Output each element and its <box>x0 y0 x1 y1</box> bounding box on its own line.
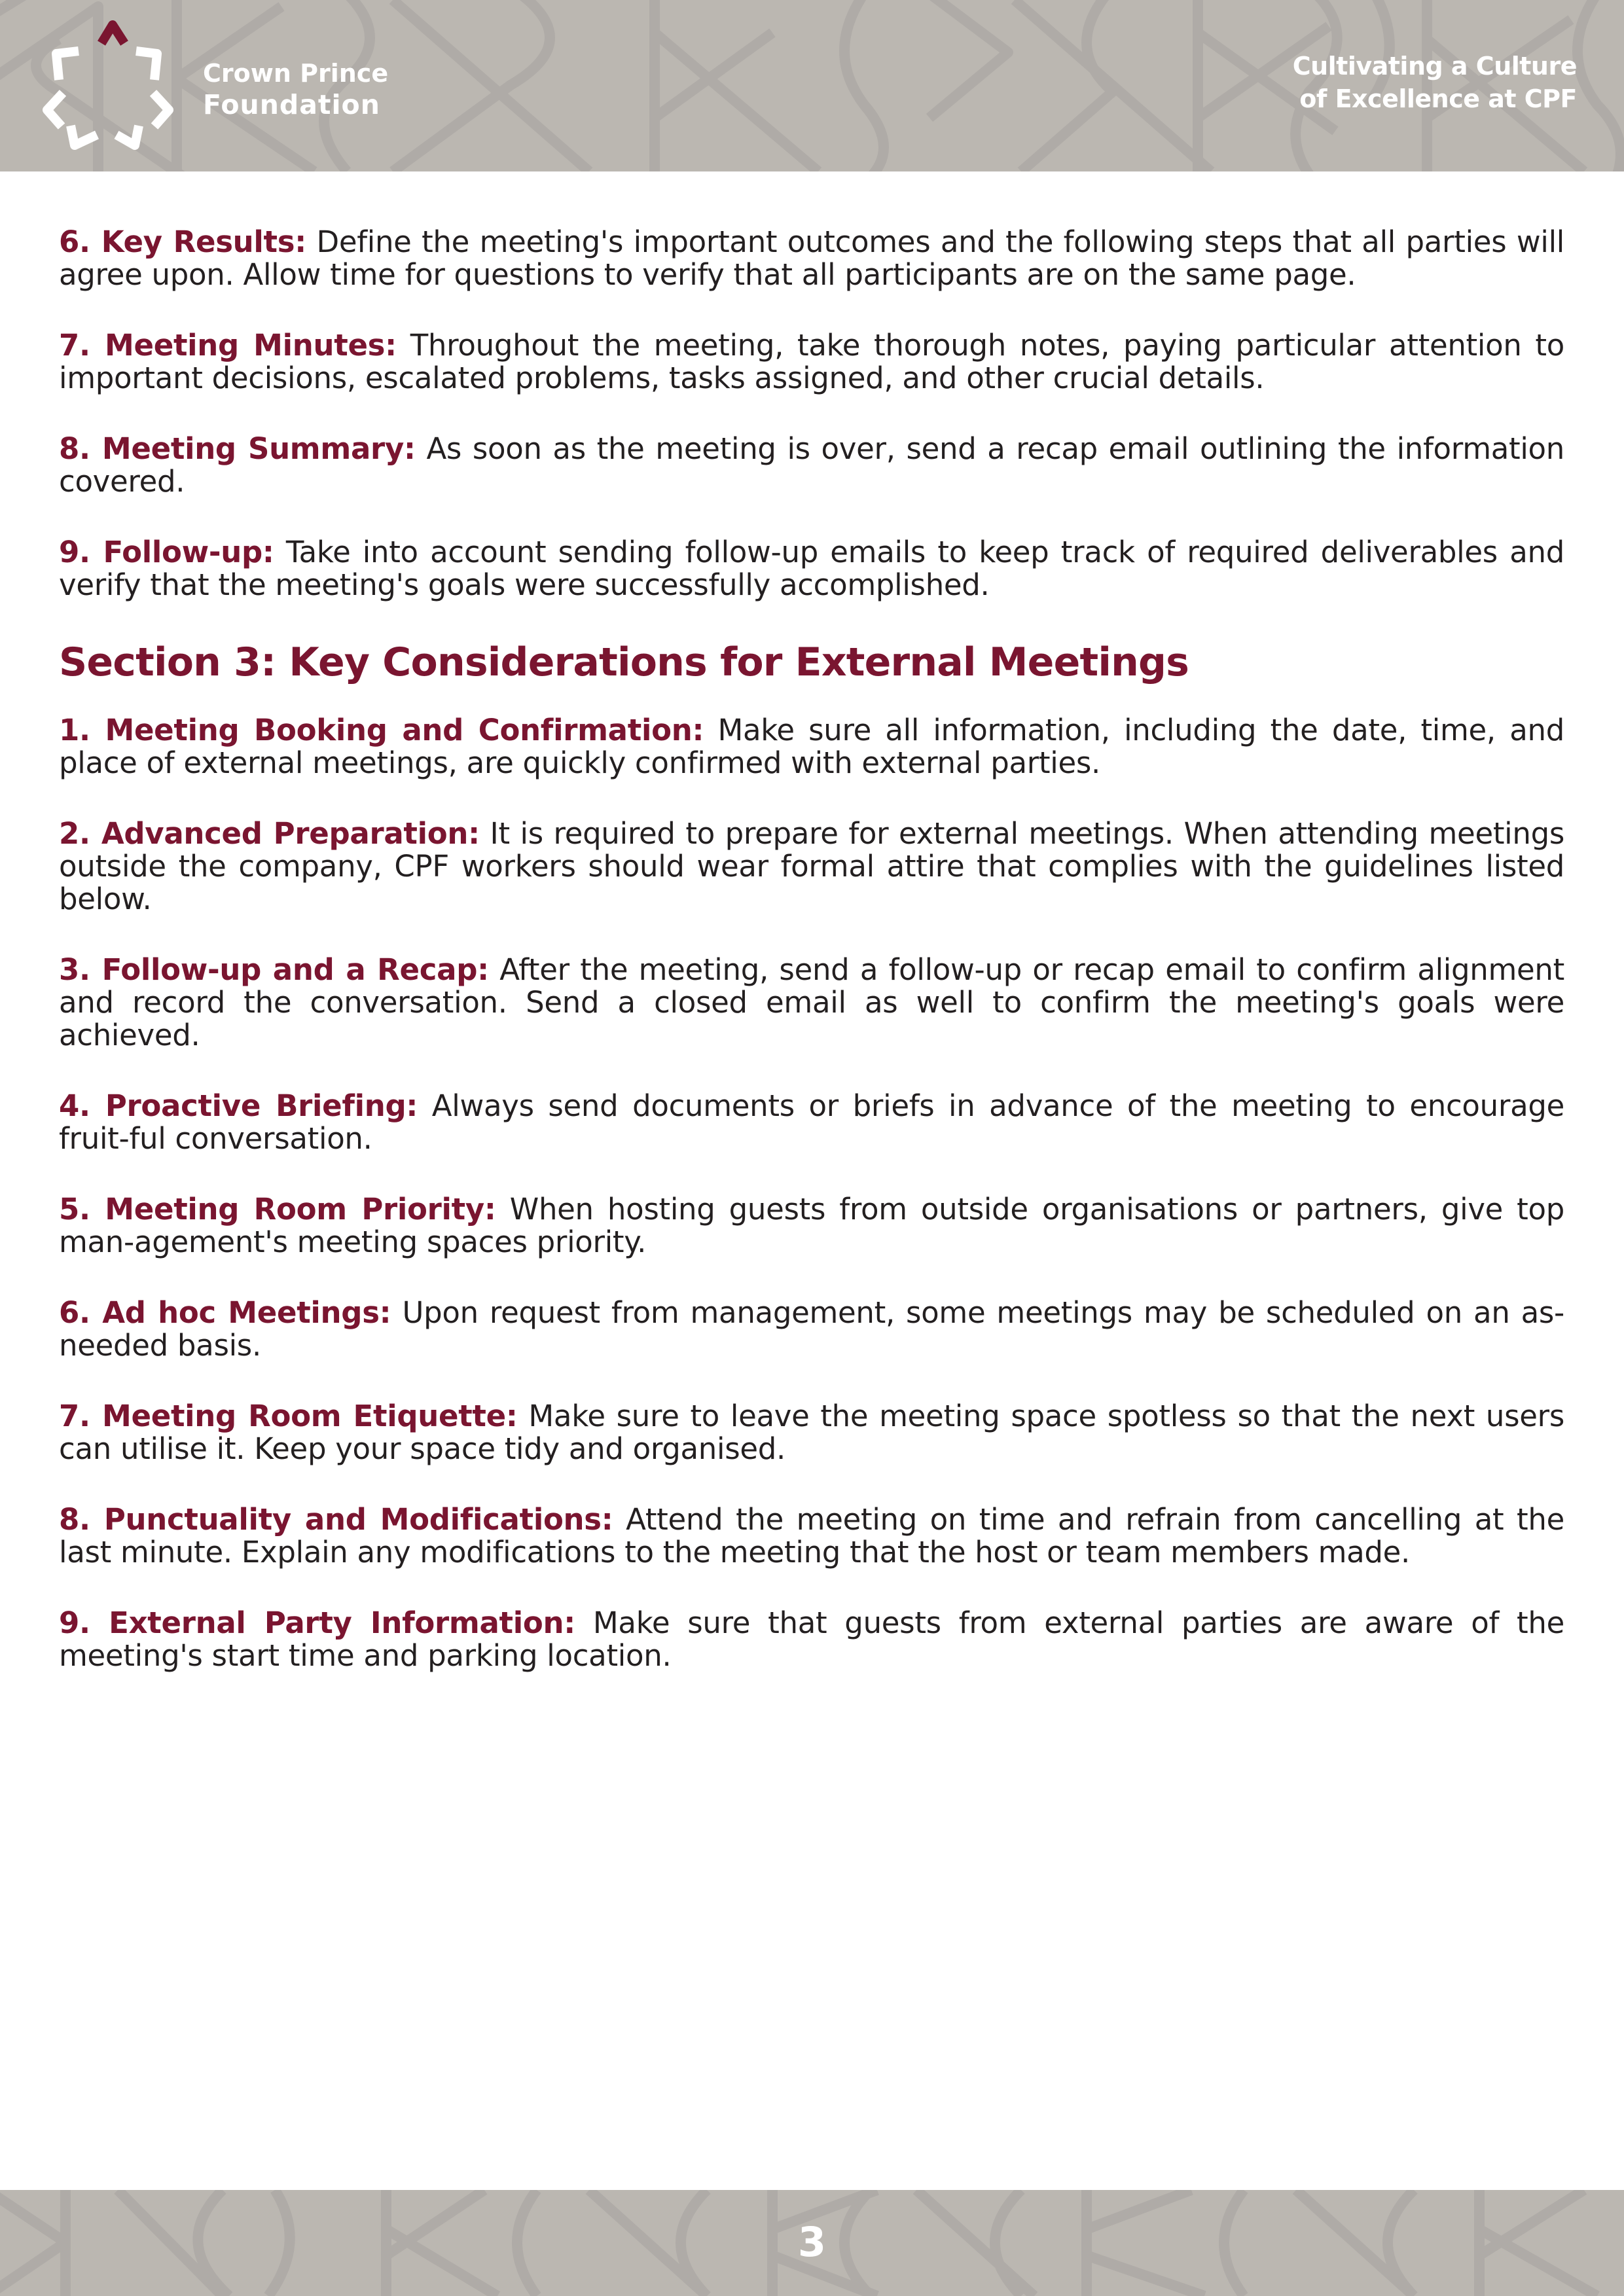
item-text: As soon as the meeting is over, send a recap email outlining the information covered. <box>59 431 1564 499</box>
list-item <box>59 536 1564 601</box>
item-text: Take into account sending follow-up emails to keep track of required deliverables and verify that the meeting's goals were successfully accomplished. <box>59 535 1565 602</box>
tagline-line1: Cultivating a Culture <box>1292 52 1577 81</box>
page-content <box>59 226 1564 1710</box>
list-item <box>59 954 1564 1052</box>
list-item <box>59 226 1564 291</box>
list-item <box>59 329 1564 395</box>
item-label: 8. Meeting Summary: <box>59 431 416 466</box>
item-text: Upon request from management, some meetings may be scheduled on an as-needed basis. <box>59 1295 1564 1363</box>
item-text: Make sure all information, including the date, time, and place of external meetings, are quickly confirmed with external parties. <box>59 713 1564 780</box>
list-item <box>59 1503 1564 1569</box>
section2-continued-list <box>59 226 1564 601</box>
item-text: Make sure to leave the meeting space spotless so that the next users can utilise it. Keep your space tidy and organised. <box>59 1399 1564 1466</box>
item-text: Define the meeting's important outcomes and the following steps that all parties will agree upon. Allow time for questions to verify that all participants are on the same page. <box>59 224 1564 292</box>
item-label: 1. Meeting Booking and Confirmation: <box>59 713 704 747</box>
page-number: 3 <box>797 2218 827 2266</box>
item-text: Always send documents or briefs in advance of the meeting to encourage fruit-ful conversation. <box>59 1088 1564 1156</box>
list-item <box>59 1193 1564 1259</box>
item-label: 6. Key Results: <box>59 224 306 259</box>
section-heading: Section 3: Key Considerations for External Meetings <box>59 639 1189 685</box>
item-text: Throughout the meeting, take thorough notes, paying particular attention to important decisions, escalated problems, tasks assigned, and other crucial details. <box>59 328 1564 395</box>
item-label: 7. Meeting Room Etiquette: <box>59 1399 518 1433</box>
item-label: 6. Ad hoc Meetings: <box>59 1295 391 1330</box>
list-item <box>59 714 1564 780</box>
organization-name <box>203 58 388 120</box>
section3-list <box>59 714 1564 1672</box>
cpf-logo-icon <box>33 12 183 152</box>
item-label: 2. Advanced Preparation: <box>59 816 480 851</box>
list-item <box>59 817 1564 916</box>
item-label: 3. Follow-up and a Recap: <box>59 952 489 987</box>
item-label: 9. Follow-up: <box>59 535 274 569</box>
document-tagline <box>1293 50 1577 115</box>
item-text: Make sure that guests from external parties are aware of the meeting's start time and parking location. <box>59 1605 1564 1673</box>
page-footer <box>0 2190 1624 2296</box>
item-label: 4. Proactive Briefing: <box>59 1088 418 1123</box>
item-text: When hosting guests from outside organisations or partners, give top man-agement's meeting spaces priority. <box>59 1192 1564 1259</box>
list-item <box>59 1297 1564 1362</box>
organization-name-line1: Crown Prince <box>203 59 389 88</box>
list-item <box>59 433 1564 498</box>
item-label: 8. Punctuality and Modifications: <box>59 1502 613 1537</box>
item-label: 5. Meeting Room Priority: <box>59 1192 496 1227</box>
list-item <box>59 1090 1564 1155</box>
item-text: Attend the meeting on time and refrain from cancelling at the last minute. Explain any modifications to the meeting that the host or team members made. <box>59 1502 1564 1570</box>
list-item <box>59 1607 1564 1672</box>
item-label: 7. Meeting Minutes: <box>59 328 397 363</box>
page-header <box>0 0 1624 171</box>
item-label: 9. External Party Information: <box>59 1605 575 1640</box>
item-text: It is required to prepare for external meetings. When attending meetings outside the company, CPF workers should wear formal attire that complies with the guidelines listed below. <box>59 816 1565 916</box>
list-item <box>59 1400 1564 1465</box>
tagline-line2: of Excellence at CPF <box>1299 84 1577 113</box>
item-text: After the meeting, send a follow-up or recap email to confirm alignment and record the conversation. Send a closed email as well to confirm the meeting's goals were achieved. <box>59 952 1564 1052</box>
organization-name-line2: Foundation <box>203 89 380 120</box>
